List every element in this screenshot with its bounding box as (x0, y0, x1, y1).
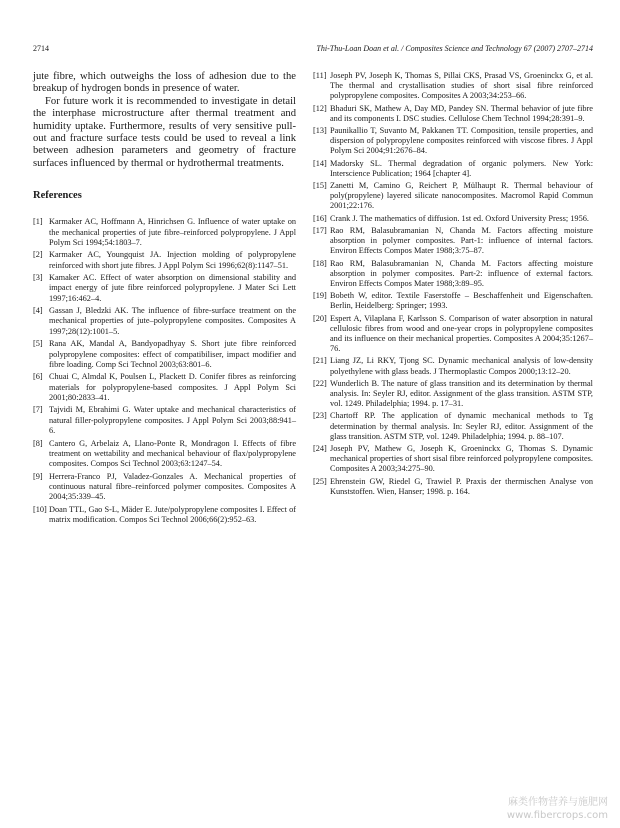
reference-text: Paunikallio T, Suvanto M, Pakkanen TT. Composition, tensile properties, and dispersion of polypropylene composites reinforced with viscose fibres. J Appl Polym Sci 2004;91:2676–84. (330, 126, 593, 156)
reference-item (313, 159, 593, 179)
reference-text: Chartoff RP. The application of dynamic mechanical methods to Tg determination by thermal analysis. In: Seyler RJ, editor. Assignment of the glass transition. ASTM STP, vol. 1249. Philadelphia; 1994. p. 88–107. (330, 411, 593, 441)
reference-item (313, 226, 593, 256)
reference-number: [21] (313, 356, 327, 366)
reference-text: Karmaker AC, Hoffmann A, Hinrichsen G. Influence of water uptake on the mechanical properties of jute fibre–reinforced polypropylene. J Appl Polym Sci 1994;54:1803–7. (49, 217, 296, 247)
body-paragraph-1: jute fibre, which outweighs the loss of adhesion due to the breakup of hydrogen bonds in presence of water. (33, 71, 296, 95)
references-heading: References (33, 190, 82, 202)
reference-number: [13] (313, 126, 327, 136)
reference-text: Joseph PV, Mathew G, Joseph K, Groeninckx G, Thomas S. Dynamic mechanical properties of short sisal fibre reinforced polypropylene composites. Composites A 2003;34:275–90. (330, 444, 593, 474)
reference-item (313, 477, 593, 497)
reference-number: [8] (33, 438, 43, 448)
reference-text: Ehrenstein GW, Riedel G, Trawiel P. Praxis der thermischen Analyse von Kunststoffen. Wien, Hanser; 1998. p. 164. (330, 476, 593, 496)
reference-text: Karmaker AC, Youngquist JA. Injection molding of polypropylene reinforced with short jute fibres. J Appl Polym Sci 1996;62(8):1147–51. (49, 250, 296, 270)
reference-number: [9] (33, 471, 43, 481)
reference-number: [25] (313, 476, 327, 486)
reference-number: [16] (313, 213, 327, 223)
reference-number: [2] (33, 250, 43, 260)
reference-number: [20] (313, 313, 327, 323)
left-column (33, 71, 296, 527)
reference-item (33, 250, 296, 271)
reference-number: [11] (313, 71, 327, 80)
reference-item (33, 439, 296, 470)
reference-text: Cantero G, Arbelaiz A, Llano-Ponte R, Mondragon I. Effects of fibre treatment on wettability and mechanical behaviour of flax/polypropylene composites. Compos Sci Technol 2003;63:1247–54. (49, 438, 296, 469)
reference-number: [5] (33, 339, 43, 349)
reference-number: [15] (313, 181, 327, 191)
watermark (507, 796, 608, 822)
reference-item (313, 356, 593, 376)
reference-number: [3] (33, 273, 43, 283)
reference-item (313, 259, 593, 289)
reference-item (313, 379, 593, 409)
reference-item (33, 372, 296, 403)
reference-text: Liang JZ, Li RKY, Tjong SC. Dynamic mechanical analysis of low-density polyethylene with glass beads. J Thermoplastic Compos 2000;13:12–20. (330, 356, 593, 376)
reference-text: Madorsky SL. Thermal degradation of organic polymers. New York: Interscience Publication; 1964 [chapter 4]. (330, 158, 593, 178)
reference-item (313, 126, 593, 156)
reference-text: Zanetti M, Camino G, Reichert P, Mülhaupt R. Thermal behaviour of poly(propylene) layered silicate nanocomposites. Macromol Rapid Commun 2001;22:176. (330, 181, 593, 211)
reference-item (313, 214, 593, 224)
body-paragraph-2: For future work it is recommended to investigate in detail the interphase microstructure after thermal treatment and humidity uptake. Furthermore, results of very sensitive pull-out and fracture surface tests could be used to reveal a link between adhesion parameters and geometry of fracture surfaces influenced by thermal or hydrothermal treatments. (33, 95, 296, 169)
reference-text: Chuai C, Almdal K, Poulsen L, Plackett D. Conifer fibres as reinforcing materials for polypropylene-based composites. J Appl Polym Sci 2001;80:2833–41. (49, 372, 296, 402)
reference-text: Bobeth W, editor. Textile Faserstoffe – Beschaffenheit und Eigenschaften. Berlin, Heidelberg: Springer; 1993. (330, 291, 593, 311)
reference-item (33, 472, 296, 503)
watermark-site-name: 麻类作物营养与施肥网 (508, 797, 608, 808)
reference-text: Crank J. The mathematics of diffusion. 1st ed. Oxford University Press; 1956. (330, 213, 589, 223)
reference-number: [24] (313, 444, 327, 454)
reference-item (313, 181, 593, 211)
reference-text: Rana AK, Mandal A, Bandyopadhyay S. Short jute fibre reinforced polypropylene composites: effect of compatibiliser, impact modifier and fibre loading. Comp Sci Technol 2003;63:801–6. (49, 339, 296, 369)
reference-item (313, 71, 593, 101)
reference-number: [1] (33, 217, 43, 227)
reference-item (33, 217, 296, 248)
reference-item (33, 505, 296, 526)
reference-number: [14] (313, 158, 327, 168)
reference-item (313, 314, 593, 354)
reference-item (313, 104, 593, 124)
reference-text: Tajvidi M, Ebrahimi G. Water uptake and mechanical characteristics of natural filler-polypropylene composites. J Appl Polym Sci 2003;88:941–6. (49, 405, 296, 436)
reference-number: [4] (33, 306, 43, 316)
reference-number: [23] (313, 411, 327, 421)
reference-number: [10] (33, 504, 47, 514)
reference-item (33, 273, 296, 304)
reference-text: Herrera-Franco PJ, Valadez-Gonzales A. Mechanical properties of continuous natural fibre–reinforced polymer composites. Composites A 2004;35:339–45. (49, 471, 296, 502)
reference-text: Bhaduri SK, Mathew A, Day MD, Pandey SN. Thermal behavior of jute fibre and its components I. DSC studies. Cellulose Chem Technol 1994;28:391–9. (330, 103, 593, 123)
running-head: Thi-Thu-Loan Doan et al. / Composites Science and Technology 67 (2007) 2707–2714 (316, 44, 593, 53)
reference-list-left (33, 217, 296, 525)
reference-text: Doan TTL, Gao S-L, Mäder E. Jute/polypropylene composites I. Effect of matrix modification. Compos Sci Technol 2006;66(2):952–63. (49, 504, 296, 524)
reference-number: [22] (313, 378, 327, 388)
reference-item (33, 306, 296, 337)
reference-text: Gassan J, Bledzki AK. The influence of fibre-surface treatment on the mechanical properties of jute–polypropylene composites. Composites A 1997;28(12):1001–5. (49, 306, 296, 336)
right-column (313, 71, 593, 499)
reference-text: Rao RM, Balasubramanian N, Chanda M. Factors affecting moisture absorption in polymer composites. Part-2: influence of external factors. Environ Effects Compos Mater 1988;3:89–95. (330, 258, 593, 288)
reference-list-right (313, 71, 593, 497)
page-header (33, 44, 593, 58)
reference-text: Espert A, Vilaplana F, Karlsson S. Comparison of water absorption in natural cellulosic fibres from wood and one-year crops in polypropylene composites and its influence on their mechanical properties. Composites A 2004;35:1267–76. (330, 313, 593, 354)
reference-text: Rao RM, Balasubramanian N, Chanda M. Factors affecting moisture absorption in polymer composites. Part-1: influence of internal factors. Environ Effects Compos Mater 1988;3:75–87. (330, 226, 593, 256)
reference-text: Wunderlich B. The nature of glass transition and its determination by thermal analysis. In: Seyler RJ, editor. Assignment of the glass transition. ASTM STP, vol. 1249. Philadelphia; 1994. p. 17–31. (330, 378, 593, 409)
reference-text: Joseph PV, Joseph K, Thomas S, Pillai CKS, Prasad VS, Groeninckx G, et al. The thermal and crystallisation studies of short sisal fibre reinforced polypropylene composites. Composites A 2003;34:253–66. (330, 71, 593, 101)
page-number: 2714 (33, 44, 49, 53)
reference-number: [12] (313, 103, 327, 113)
reference-item (33, 405, 296, 436)
reference-item (313, 411, 593, 441)
reference-number: [6] (33, 372, 43, 382)
reference-number: [18] (313, 258, 327, 268)
reference-number: [19] (313, 291, 327, 301)
reference-number: [7] (33, 405, 43, 415)
reference-text: Kamaker AC. Effect of water absorption on dimensional stability and impact energy of jute fibre reinforced polypropylene. J Mater Sci Lett 1997;16:462–4. (49, 273, 296, 303)
reference-item (313, 291, 593, 311)
reference-number: [17] (313, 226, 327, 236)
reference-item (33, 339, 296, 370)
reference-item (313, 444, 593, 474)
watermark-url: www.fibercrops.com (506, 810, 608, 821)
